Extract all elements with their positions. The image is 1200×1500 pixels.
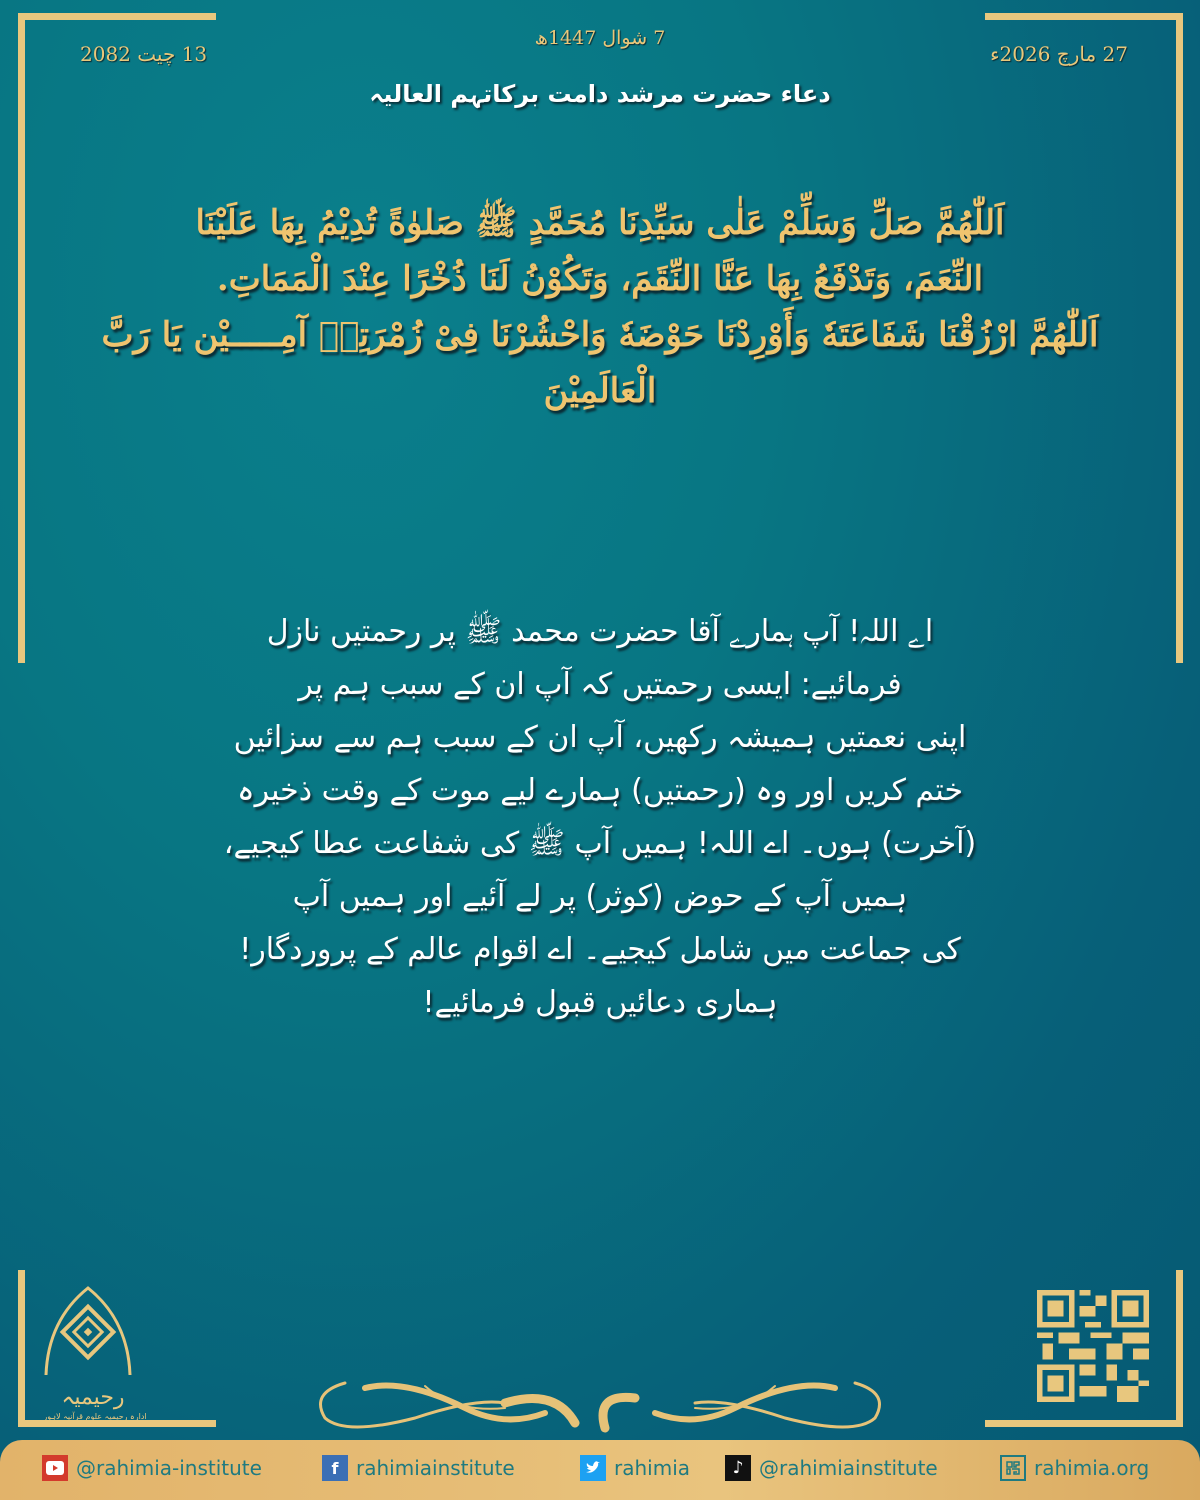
arabic-dua	[80, 195, 1120, 419]
frame-top-right-horizontal	[985, 13, 1183, 20]
social-facebook[interactable]	[322, 1455, 515, 1481]
urdu-translation	[200, 605, 1000, 1029]
urdu-line: اے اللہ! آپ ہمارے آقا حضرت محمد ﷺ پر رحمتیں نازل	[266, 614, 934, 649]
arabic-line: اَللّٰھُمَّ صَلِّ وَسَلِّمْ عَلٰى سَيِّدِنَا مُحَمَّدٍ ﷺ صَلوٰةً تُدِيْمُ بِهَا عَلَيْنَا	[195, 203, 1005, 243]
urdu-line: ہمیں آپ کے حوض (کوثر) پر لے آئیے اور ہمیں آپ	[292, 879, 908, 914]
logo-subtitle: ادارہ رحیمیہ علوم قرآنیہ لاہور	[43, 1412, 147, 1421]
youtube-handle: @rahimia-institute	[76, 1456, 262, 1480]
urdu-line: اپنی نعمتیں ہمیشہ رکھیں، آپ ان کے سبب ہم سے سزائیں	[233, 720, 967, 755]
arabic-line: اَللّٰھُمَّ ارْزُقْنَا شَفَاعَتَهٗ وَأَوْرِدْنَا حَوْضَهٗ وَاحْشُرْنَا فِیْ زُمْرَتِهٖ آمِـــــيْن يَا رَبَّ	[101, 315, 1099, 355]
social-youtube[interactable]	[42, 1455, 262, 1481]
hijri-date: 7 شوال 1447ھ	[534, 27, 666, 49]
frame-bottom-right-horizontal	[985, 1420, 1183, 1427]
urdu-line: کی جماعت میں شامل کیجیے۔ اے اقوام عالم کے پروردگار!	[239, 932, 961, 967]
frame-top-left-horizontal	[18, 13, 216, 20]
logo-name: رحیمیہ	[61, 1385, 125, 1410]
website-link: rahimia.org	[1034, 1456, 1150, 1480]
urdu-line: (آخرت) ہوں۔ اے اللہ! ہمیں آپ ﷺ کی شفاعت عطا کیجیے،	[223, 826, 977, 861]
arabic-line: النِّعَمَ، وَتَدْفَعُ بِهَا عَنَّا النِّقَمَ، وَتَكُوْنُ لَنَا ذُخْرًا عِنْدَ الْمَمَاتِ.	[216, 259, 984, 299]
gregorian-date: 27 مارچ 2026ء	[990, 42, 1128, 66]
qr-code-icon[interactable]	[1033, 1290, 1153, 1402]
twitter-handle: rahimia	[614, 1456, 691, 1480]
tiktok-icon: ♪	[725, 1455, 751, 1481]
ornament-flourish-icon	[305, 1368, 895, 1434]
frame-top-right-vertical	[1176, 13, 1183, 663]
page-title: دعاء حضرت مرشد دامت برکاتہم العالیہ	[369, 80, 831, 108]
facebook-icon: f	[322, 1455, 348, 1481]
youtube-icon	[42, 1455, 68, 1481]
urdu-line: ہماری دعائیں قبول فرمائیے!	[422, 985, 778, 1020]
website-icon	[1000, 1455, 1026, 1481]
tiktok-handle: @rahimiainstitute	[759, 1456, 938, 1480]
urdu-line: فرمائیے: ایسی رحمتیں کہ آپ ان کے سبب ہم پر	[298, 667, 902, 702]
frame-top-left-vertical	[18, 13, 25, 663]
bikrami-date: 13 چیت 2082	[80, 42, 208, 66]
social-website[interactable]	[1000, 1455, 1149, 1481]
frame-bottom-left-vertical	[18, 1270, 25, 1427]
frame-bottom-right-vertical	[1176, 1270, 1183, 1427]
social-tiktok[interactable]	[725, 1455, 938, 1481]
social-twitter[interactable]	[580, 1455, 690, 1481]
facebook-handle: rahimiainstitute	[356, 1456, 515, 1480]
arabic-line: الْعَالَمِيْنَ	[543, 371, 657, 411]
twitter-icon	[580, 1455, 606, 1481]
urdu-line: ختم کریں اور وہ (رحمتیں) ہمارے لیے موت کے وقت ذخیرہ	[237, 773, 963, 808]
